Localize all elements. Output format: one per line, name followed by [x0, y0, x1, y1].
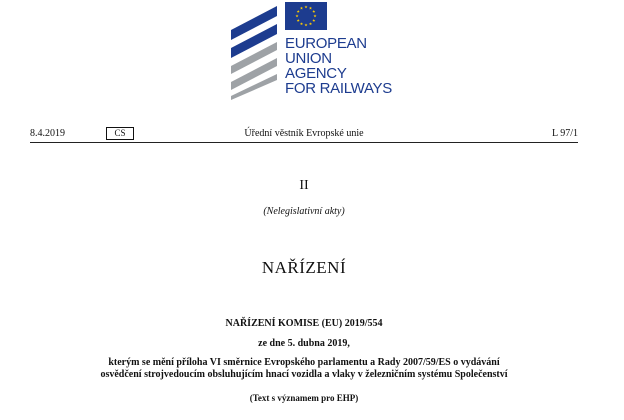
section-subtitle: (Nelegislativní akty): [263, 206, 345, 217]
page-reference: L 97/1: [551, 128, 578, 139]
regulation-title: NAŘÍZENÍ KOMISE (EU) 2019/554: [225, 318, 383, 329]
agency-name-line-4: FOR RAILWAYS: [285, 80, 392, 97]
language-badge: CS: [106, 127, 134, 140]
agency-name: [285, 36, 425, 96]
agency-name-line-3: AGENCY: [285, 65, 347, 82]
publication-date: 8.4.2019: [30, 128, 65, 139]
description-line-1: kterým se mění příloha VI směrnice Evropského parlamentu a Rady 2007/59/ES o vydávání: [108, 357, 500, 368]
journal-header: [30, 126, 578, 142]
eea-relevance-note: (Text s významem pro EHP): [249, 393, 359, 403]
description-line-2: osvědčení strojvedoucím obsluhujícím hnací vozidla a vlaky v železničním systému Společenství: [100, 369, 508, 380]
regulation-description: [30, 357, 578, 381]
railway-stripes-icon: [225, 0, 283, 100]
journal-title: Úřední věstník Evropské unie: [244, 128, 364, 139]
section-numeral: II: [299, 178, 309, 193]
regulation-date: ze dne 5. dubna 2019,: [258, 338, 350, 349]
header-divider: [30, 142, 578, 143]
agency-name-line-2: UNION: [285, 50, 332, 67]
document-heading: NAŘÍZENÍ: [261, 258, 347, 277]
agency-name-line-1: EUROPEAN: [285, 35, 367, 52]
agency-logo: [225, 0, 405, 104]
eu-flag-icon: [285, 2, 327, 30]
